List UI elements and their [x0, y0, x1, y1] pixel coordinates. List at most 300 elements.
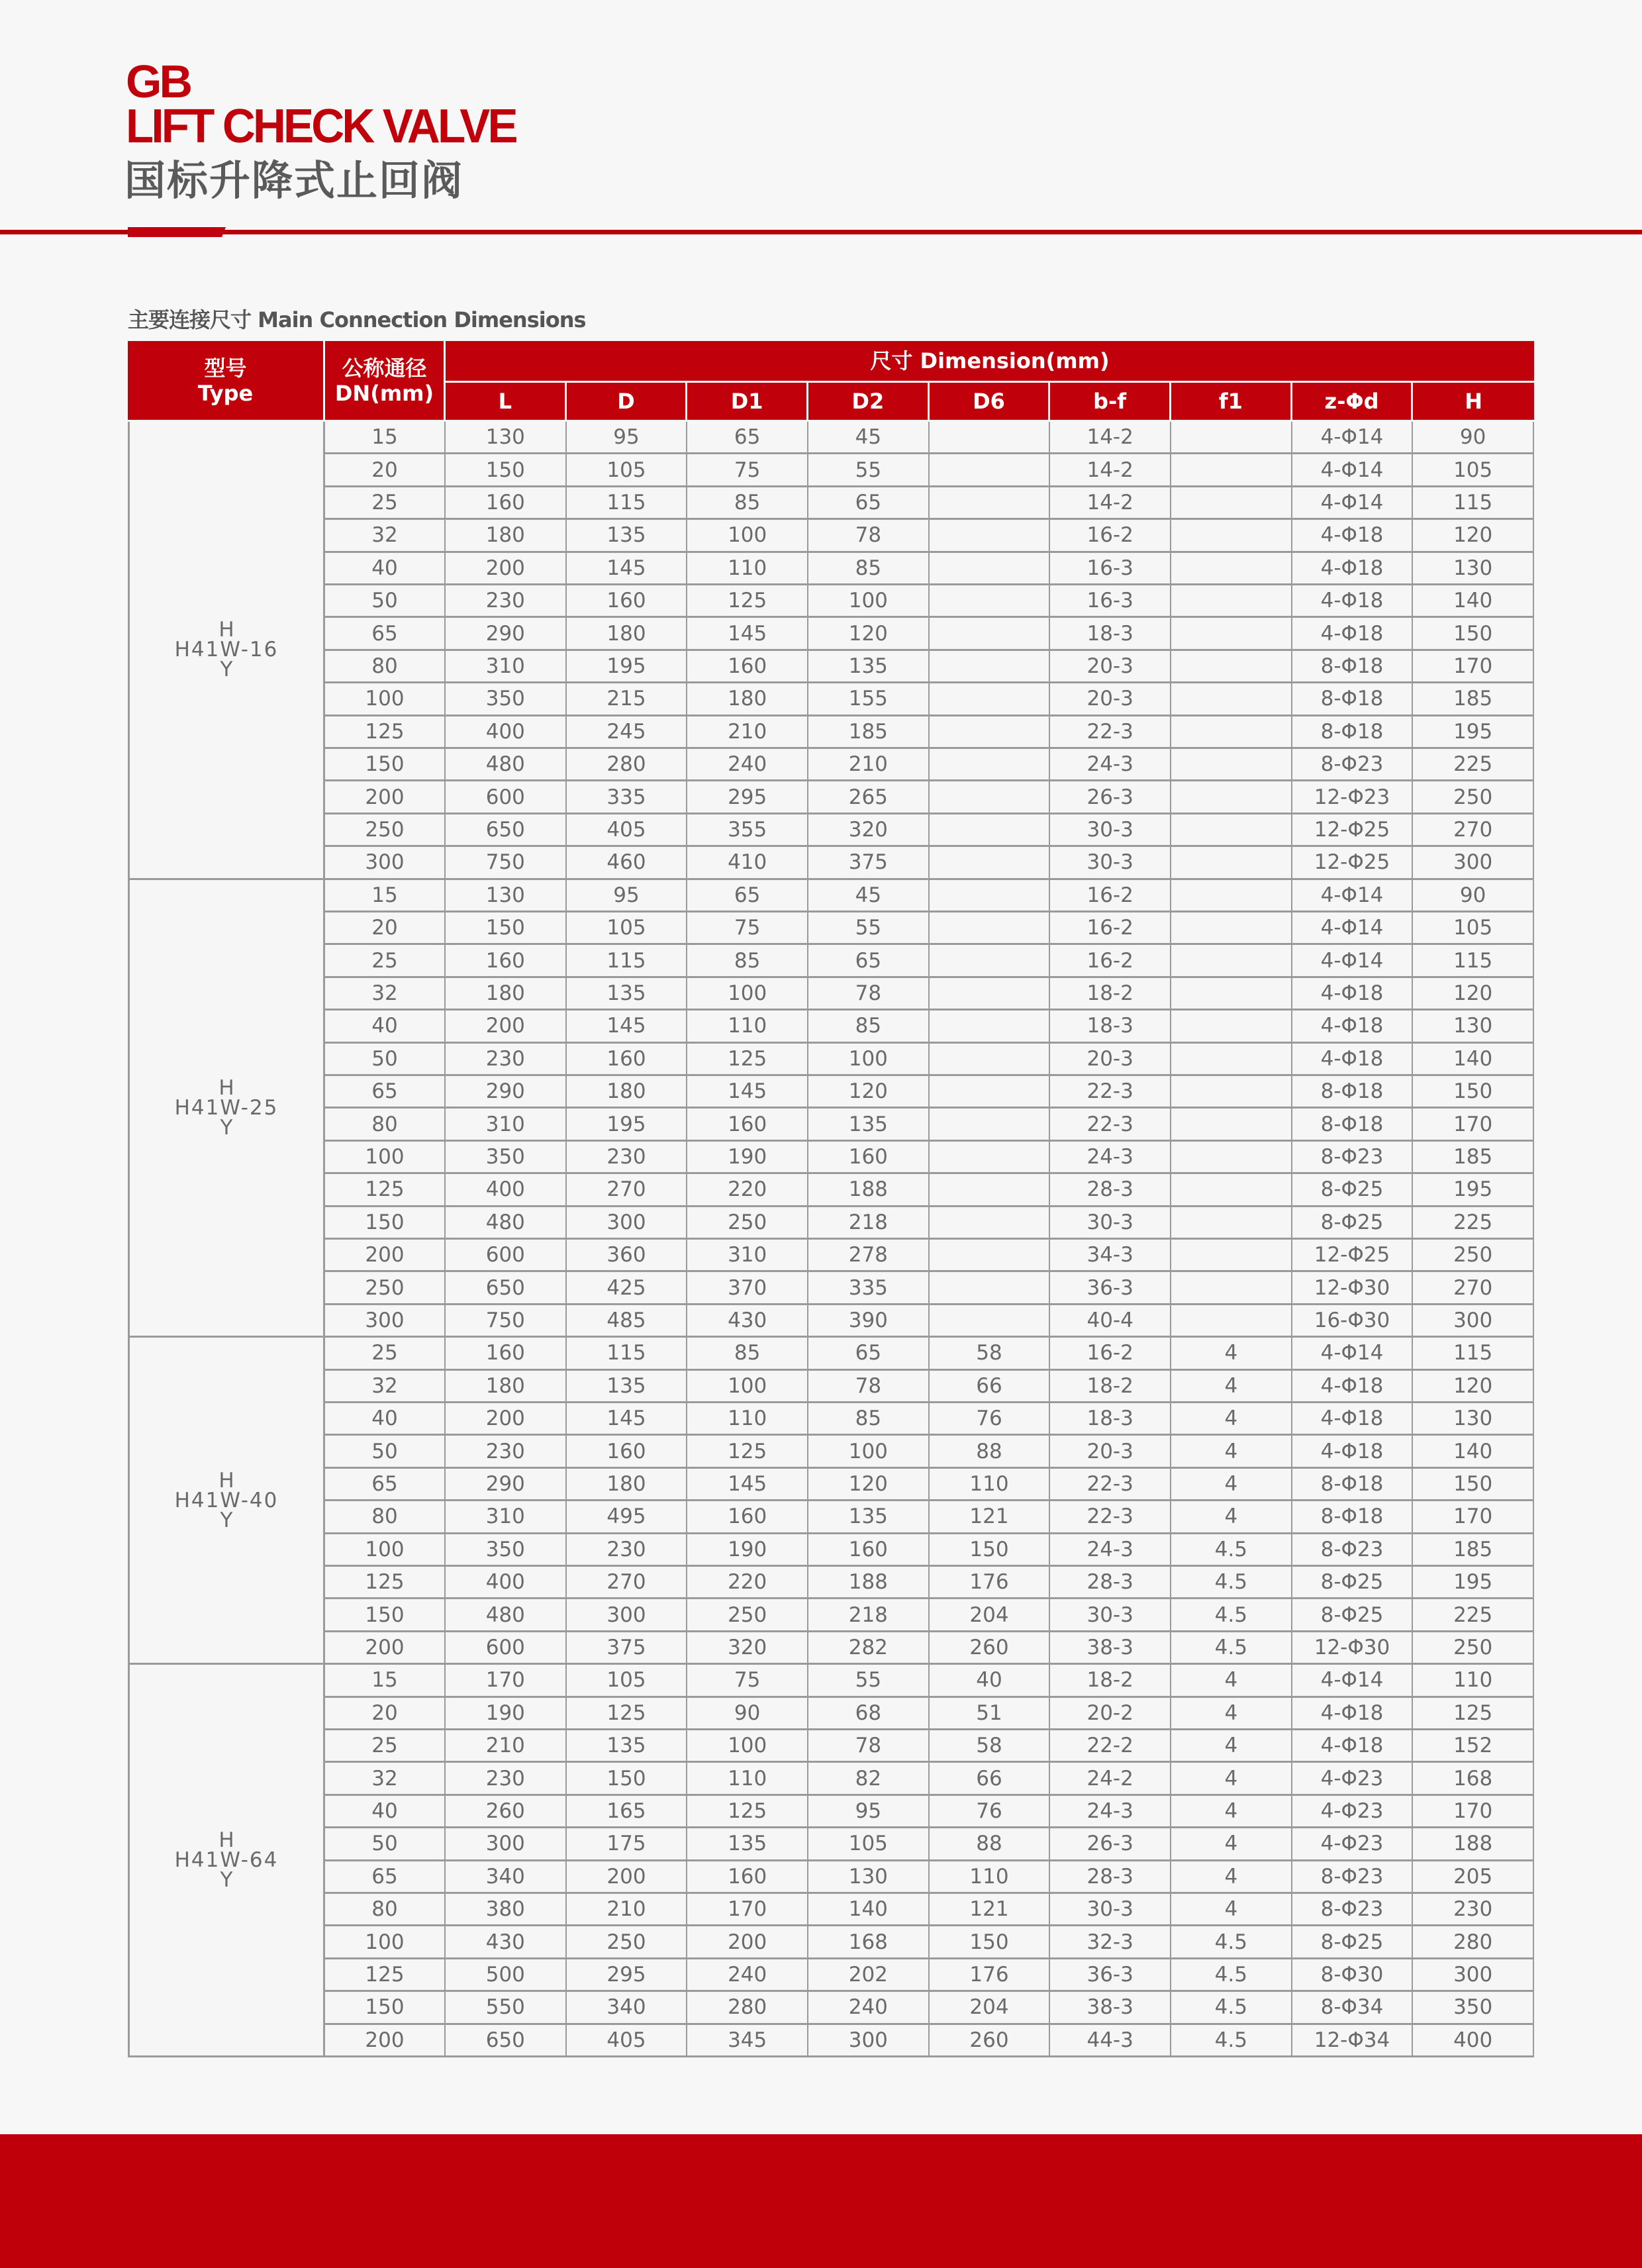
dimension-cell: 76: [930, 1796, 1051, 1828]
dimension-cell: 320: [808, 814, 930, 847]
dimension-cell: [1171, 1011, 1292, 1043]
dimension-cell: 195: [1413, 1567, 1534, 1599]
dimension-cell: 16-2: [1050, 880, 1171, 912]
dimension-cell: 495: [567, 1501, 688, 1534]
dimension-cell: 8-Φ18: [1292, 1076, 1414, 1109]
dimension-cell: 24-2: [1050, 1763, 1171, 1795]
dn-cell: 65: [325, 1861, 446, 1894]
dimension-cell: 270: [567, 1567, 688, 1599]
dimension-cell: [930, 814, 1051, 847]
dimension-cell: [1171, 945, 1292, 977]
dimension-cell: 550: [446, 1992, 567, 2024]
dimension-cell: 300: [1413, 847, 1534, 879]
dimension-cell: 16-Φ30: [1292, 1305, 1414, 1338]
dimension-cell: 140: [1413, 1436, 1534, 1468]
dimension-cell: 22-3: [1050, 1469, 1171, 1501]
dimension-cell: 150: [446, 912, 567, 945]
model-label: [174, 1075, 279, 1140]
dimension-cell: 110: [1413, 1665, 1534, 1697]
dn-cell: 150: [325, 749, 446, 781]
header-type-en: Type: [197, 380, 254, 406]
model-material-top: H: [218, 1075, 234, 1100]
dn-cell: 100: [325, 683, 446, 716]
dimension-cell: 180: [567, 618, 688, 650]
dimension-cell: 8-Φ23: [1292, 749, 1414, 781]
dimension-cell: 240: [808, 1992, 930, 2024]
dimension-cell: 4-Φ14: [1292, 422, 1414, 454]
dimension-cell: 250: [1413, 1632, 1534, 1665]
dimension-cell: 22-3: [1050, 1076, 1171, 1109]
dimension-cell: 30-3: [1050, 1894, 1171, 1926]
dimension-cell: 16-2: [1050, 912, 1171, 945]
dimension-cell: 300: [1413, 1959, 1534, 1992]
dimension-cell: 185: [1413, 683, 1534, 716]
dimension-cell: 340: [567, 1992, 688, 2024]
model-label: [174, 1468, 279, 1532]
model-material-bottom: Y: [220, 658, 233, 682]
dimension-cell: 120: [808, 618, 930, 650]
section-title: 主要连接尺寸 Main Connection Dimensions: [128, 307, 586, 332]
dimension-cell: 20-3: [1050, 1044, 1171, 1076]
dimension-cell: 90: [1413, 880, 1534, 912]
dimension-cell: 18-2: [1050, 1371, 1171, 1403]
dimension-cell: 176: [930, 1959, 1051, 1992]
dn-cell: 150: [325, 1599, 446, 1632]
dimension-cell: 250: [1413, 1240, 1534, 1272]
dn-cell: 200: [325, 2025, 446, 2057]
dimension-cell: 85: [687, 1338, 808, 1370]
dimension-cell: 650: [446, 1272, 567, 1305]
dimension-cell: 4-Φ23: [1292, 1828, 1414, 1861]
dn-cell: 80: [325, 1894, 446, 1926]
dimension-cell: 100: [687, 1371, 808, 1403]
dimension-cell: 32-3: [1050, 1926, 1171, 1959]
dn-cell: 50: [325, 1436, 446, 1468]
dimension-cell: 230: [446, 585, 567, 618]
dimension-cell: 160: [567, 585, 688, 618]
dimension-cell: 120: [1413, 520, 1534, 552]
dimension-cell: [1171, 454, 1292, 487]
dimension-cell: 115: [1413, 487, 1534, 520]
dimension-cell: [1171, 978, 1292, 1011]
dimension-cell: 160: [808, 1142, 930, 1174]
dn-cell: 65: [325, 618, 446, 650]
dimension-cell: 650: [446, 814, 567, 847]
dimension-cell: 150: [1413, 618, 1534, 650]
dimension-cell: 125: [687, 1044, 808, 1076]
dimension-cell: 4-Φ18: [1292, 520, 1414, 552]
dimension-cell: 130: [446, 422, 567, 454]
footer-band: [0, 2134, 1642, 2268]
dimension-cell: [1171, 520, 1292, 552]
dimension-cell: 410: [687, 847, 808, 879]
dimension-cell: 8-Φ23: [1292, 1534, 1414, 1567]
column-header: b-f: [1050, 383, 1171, 422]
dimension-cell: 360: [567, 1240, 688, 1272]
dimension-cell: 110: [930, 1861, 1051, 1894]
dimension-cell: [1171, 847, 1292, 879]
dn-cell: 32: [325, 520, 446, 552]
dimension-cell: 88: [930, 1436, 1051, 1468]
dimension-cell: 4: [1171, 1828, 1292, 1861]
dimension-cell: [930, 1272, 1051, 1305]
dimension-cell: 202: [808, 1959, 930, 1992]
header-dimension: [446, 341, 1534, 383]
dimension-cell: 4.5: [1171, 1992, 1292, 2024]
dimension-cell: 24-3: [1050, 1142, 1171, 1174]
dimension-cell: 145: [567, 553, 688, 585]
dimension-cell: 230: [446, 1044, 567, 1076]
dn-cell: 250: [325, 814, 446, 847]
dimension-cell: 8-Φ25: [1292, 1599, 1414, 1632]
dimension-cell: 26-3: [1050, 1828, 1171, 1861]
dimension-cell: 34-3: [1050, 1240, 1171, 1272]
dimension-cell: 150: [567, 1763, 688, 1795]
dimension-cell: 135: [808, 1501, 930, 1534]
dimension-cell: 85: [687, 487, 808, 520]
dimension-cell: 24-3: [1050, 749, 1171, 781]
dimension-cell: 210: [567, 1894, 688, 1926]
dimension-cell: 175: [567, 1828, 688, 1861]
dimension-cell: 58: [930, 1730, 1051, 1763]
dn-cell: 40: [325, 1011, 446, 1043]
dimension-cell: 110: [687, 1403, 808, 1436]
dimension-cell: 58: [930, 1338, 1051, 1370]
dimension-cell: 4: [1171, 1796, 1292, 1828]
dimension-cell: 210: [687, 716, 808, 749]
dimension-cell: 16-3: [1050, 585, 1171, 618]
dimension-cell: 8-Φ25: [1292, 1207, 1414, 1240]
dn-cell: 40: [325, 553, 446, 585]
dimension-cell: 95: [808, 1796, 930, 1828]
dimension-cell: 68: [808, 1698, 930, 1730]
dimension-cell: 20-3: [1050, 683, 1171, 716]
dimension-cell: [1171, 1142, 1292, 1174]
dn-cell: 200: [325, 781, 446, 814]
dimension-cell: 245: [567, 716, 688, 749]
dimension-cell: 22-3: [1050, 1501, 1171, 1534]
dimension-cell: 390: [808, 1305, 930, 1338]
dimension-cell: 4: [1171, 1501, 1292, 1534]
dimension-cell: 4: [1171, 1469, 1292, 1501]
dimension-cell: 4-Φ14: [1292, 1338, 1414, 1370]
dimension-cell: 218: [808, 1207, 930, 1240]
dimension-cell: 280: [687, 1992, 808, 2024]
dimension-cell: 250: [687, 1599, 808, 1632]
dimension-cell: 135: [567, 978, 688, 1011]
dimension-cell: 355: [687, 814, 808, 847]
dimension-cell: 8-Φ23: [1292, 1861, 1414, 1894]
dimension-cell: 8-Φ23: [1292, 1142, 1414, 1174]
dimension-cell: 85: [808, 1403, 930, 1436]
dn-cell: 25: [325, 487, 446, 520]
dimension-cell: 16-2: [1050, 945, 1171, 977]
column-header: f1: [1171, 383, 1292, 422]
dn-cell: 65: [325, 1076, 446, 1109]
column-header: z-Φd: [1292, 383, 1414, 422]
dimension-cell: 4-Φ14: [1292, 1665, 1414, 1697]
dimension-cell: 120: [808, 1469, 930, 1501]
dimension-cell: 250: [687, 1207, 808, 1240]
dimension-cell: [930, 553, 1051, 585]
dn-cell: 250: [325, 1272, 446, 1305]
dimension-cell: 270: [1413, 1272, 1534, 1305]
model-material-top: H: [218, 618, 234, 642]
dimension-cell: 230: [1413, 1894, 1534, 1926]
dimension-cell: 75: [687, 454, 808, 487]
dimension-cell: 180: [446, 978, 567, 1011]
dimension-cell: 345: [687, 2025, 808, 2057]
model-number: H41W-40: [174, 1488, 279, 1512]
dimension-cell: 4: [1171, 1403, 1292, 1436]
dimension-cell: 188: [808, 1174, 930, 1207]
column-header: D2: [808, 383, 930, 422]
dimension-cell: 280: [1413, 1926, 1534, 1959]
dimension-cell: 85: [687, 945, 808, 977]
dimension-cell: 180: [567, 1076, 688, 1109]
type-cell: [128, 1665, 325, 2057]
dimension-cell: 155: [808, 683, 930, 716]
dimension-cell: [930, 716, 1051, 749]
dimension-cell: 8-Φ30: [1292, 1959, 1414, 1992]
dimension-cell: 4-Φ18: [1292, 1730, 1414, 1763]
dimension-cell: 110: [687, 553, 808, 585]
dimension-cell: [1171, 585, 1292, 618]
dimension-cell: 4-Φ18: [1292, 553, 1414, 585]
dimension-cell: 335: [567, 781, 688, 814]
dimension-cell: 150: [930, 1534, 1051, 1567]
dimension-cell: 4: [1171, 1894, 1292, 1926]
dimension-cell: 350: [446, 683, 567, 716]
dimension-cell: 76: [930, 1403, 1051, 1436]
dimension-cell: 260: [930, 1632, 1051, 1665]
dimension-cell: 280: [567, 749, 688, 781]
dimension-cell: [930, 945, 1051, 977]
dn-cell: 80: [325, 651, 446, 683]
model-label: [174, 1828, 279, 1893]
dimension-cell: [930, 454, 1051, 487]
dimension-cell: 100: [687, 520, 808, 552]
dimension-cell: 190: [687, 1534, 808, 1567]
dimension-cell: 18-2: [1050, 1665, 1171, 1697]
header-dn-cn: 公称通径: [342, 355, 427, 381]
dn-cell: 15: [325, 1665, 446, 1697]
column-header: L: [446, 383, 567, 422]
dimension-cell: 120: [808, 1076, 930, 1109]
dimension-cell: 145: [567, 1403, 688, 1436]
dn-cell: 100: [325, 1142, 446, 1174]
dimension-cell: 430: [687, 1305, 808, 1338]
dimension-cell: 12-Φ25: [1292, 1240, 1414, 1272]
dimension-cell: 105: [567, 454, 688, 487]
dimension-cell: 310: [446, 1109, 567, 1141]
dn-cell: 200: [325, 1240, 446, 1272]
dimension-cell: 180: [446, 1371, 567, 1403]
dimension-cell: 100: [687, 978, 808, 1011]
dimension-cell: 400: [446, 716, 567, 749]
dimension-cell: 105: [567, 1665, 688, 1697]
dimension-cell: 210: [808, 749, 930, 781]
dimension-cell: 125: [1413, 1698, 1534, 1730]
dimension-cell: 400: [1413, 2025, 1534, 2057]
dimension-cell: 145: [687, 1076, 808, 1109]
dn-cell: 80: [325, 1109, 446, 1141]
dimension-cell: 90: [687, 1698, 808, 1730]
dimension-cell: 4: [1171, 1763, 1292, 1795]
dimension-cell: 215: [567, 683, 688, 716]
dimension-cell: 75: [687, 912, 808, 945]
dn-cell: 15: [325, 422, 446, 454]
dimension-cell: 40: [930, 1665, 1051, 1697]
dimension-cell: 295: [567, 1959, 688, 1992]
dimension-cell: 4-Φ18: [1292, 585, 1414, 618]
dimension-cell: 4.5: [1171, 1632, 1292, 1665]
dn-cell: 15: [325, 880, 446, 912]
dimension-cell: 750: [446, 847, 567, 879]
dimension-cell: 188: [1413, 1828, 1534, 1861]
dimension-cell: 204: [930, 1599, 1051, 1632]
dimension-cell: [1171, 1174, 1292, 1207]
dimension-cell: [1171, 422, 1292, 454]
dimension-cell: 100: [808, 1044, 930, 1076]
dimension-cell: 12-Φ25: [1292, 814, 1414, 847]
dimension-cell: 125: [567, 1698, 688, 1730]
dn-cell: 40: [325, 1796, 446, 1828]
dimension-cell: 195: [1413, 1174, 1534, 1207]
dimension-cell: 95: [567, 422, 688, 454]
dimension-cell: 188: [808, 1567, 930, 1599]
dimension-cell: 4.5: [1171, 1599, 1292, 1632]
dimension-cell: 14-2: [1050, 422, 1171, 454]
dimension-cell: 4.5: [1171, 1959, 1292, 1992]
dimension-cell: 4-Φ18: [1292, 1403, 1414, 1436]
dimension-cell: [1171, 1272, 1292, 1305]
dimension-cell: 600: [446, 1240, 567, 1272]
dimension-cell: 38-3: [1050, 1632, 1171, 1665]
dimension-cell: 130: [1413, 1403, 1534, 1436]
title-gb: GB: [126, 56, 190, 107]
dimension-cell: [930, 618, 1051, 650]
model-material-bottom: Y: [220, 1868, 233, 1893]
dimension-cell: [1171, 1305, 1292, 1338]
dimension-cell: 170: [687, 1894, 808, 1926]
dimension-cell: 100: [808, 585, 930, 618]
model-material-bottom: Y: [220, 1508, 233, 1532]
dimension-cell: [930, 651, 1051, 683]
dimension-cell: 160: [687, 1501, 808, 1534]
dimension-cell: 230: [567, 1142, 688, 1174]
dn-cell: 50: [325, 1044, 446, 1076]
dimension-cell: 66: [930, 1763, 1051, 1795]
dimension-cell: 170: [1413, 1501, 1534, 1534]
dimension-cell: 160: [446, 1338, 567, 1370]
dimension-cell: 218: [808, 1599, 930, 1632]
dimension-cell: 145: [567, 1011, 688, 1043]
dimension-cell: 180: [567, 1469, 688, 1501]
dimension-cell: 78: [808, 1730, 930, 1763]
dimension-cell: 204: [930, 1992, 1051, 2024]
dimension-cell: 650: [446, 2025, 567, 2057]
type-cell: [128, 880, 325, 1338]
header-dimension-label: 尺寸 Dimension(mm): [870, 348, 1110, 373]
dimension-cell: 8-Φ18: [1292, 683, 1414, 716]
dn-cell: 50: [325, 585, 446, 618]
dimension-cell: 168: [808, 1926, 930, 1959]
dimension-cell: 14-2: [1050, 487, 1171, 520]
dimension-cell: 12-Φ23: [1292, 781, 1414, 814]
dimension-cell: 16-2: [1050, 1338, 1171, 1370]
dimension-cell: 290: [446, 1076, 567, 1109]
dn-cell: 100: [325, 1534, 446, 1567]
dimension-cell: 460: [567, 847, 688, 879]
dimension-cell: 150: [1413, 1469, 1534, 1501]
dn-cell: 40: [325, 1403, 446, 1436]
dimension-cell: 282: [808, 1632, 930, 1665]
dimension-cell: [1171, 487, 1292, 520]
dn-cell: 80: [325, 1501, 446, 1534]
dimension-cell: 185: [808, 716, 930, 749]
dn-cell: 25: [325, 1338, 446, 1370]
dimension-cell: 220: [687, 1174, 808, 1207]
dimension-cell: 8-Φ34: [1292, 1992, 1414, 2024]
dimension-cell: 250: [1413, 781, 1534, 814]
dimension-cell: 180: [687, 683, 808, 716]
dimension-cell: 30-3: [1050, 847, 1171, 879]
dimension-cell: 240: [687, 1959, 808, 1992]
dn-cell: 32: [325, 1763, 446, 1795]
dimension-cell: 28-3: [1050, 1567, 1171, 1599]
model-number: H41W-64: [174, 1848, 279, 1873]
dimension-cell: 195: [567, 651, 688, 683]
dimension-cell: 300: [446, 1828, 567, 1861]
dimension-cell: 750: [446, 1305, 567, 1338]
dimension-cell: 78: [808, 978, 930, 1011]
dimension-cell: [1171, 716, 1292, 749]
dimension-cell: 30-3: [1050, 814, 1171, 847]
dimension-cell: 18-3: [1050, 1403, 1171, 1436]
dimension-cell: 65: [808, 487, 930, 520]
dimension-cell: [1171, 1240, 1292, 1272]
header-dn-en: DN(mm): [334, 380, 434, 406]
dimension-cell: 55: [808, 1665, 930, 1697]
dimension-cell: 20-3: [1050, 651, 1171, 683]
dimension-cell: 290: [446, 618, 567, 650]
dimension-cell: [1171, 814, 1292, 847]
dimension-cell: 150: [930, 1926, 1051, 1959]
dn-cell: 20: [325, 912, 446, 945]
dimension-cell: 4: [1171, 1698, 1292, 1730]
dimension-cell: 4-Φ14: [1292, 912, 1414, 945]
dimension-cell: [1171, 553, 1292, 585]
dn-cell: 20: [325, 454, 446, 487]
dimension-cell: 100: [808, 1436, 930, 1468]
dimension-cell: 220: [687, 1567, 808, 1599]
dimension-cell: 78: [808, 1371, 930, 1403]
dimension-cell: 120: [1413, 1371, 1534, 1403]
dimension-cell: 24-3: [1050, 1534, 1171, 1567]
dimension-cell: 160: [687, 651, 808, 683]
header-dn: [325, 341, 446, 422]
column-header: D1: [687, 383, 808, 422]
dimension-cell: 480: [446, 1599, 567, 1632]
dimension-cell: 115: [567, 487, 688, 520]
dimension-cell: 160: [687, 1861, 808, 1894]
dimension-cell: [930, 1207, 1051, 1240]
dimension-cell: 115: [567, 1338, 688, 1370]
dimension-cell: 290: [446, 1469, 567, 1501]
dimension-cell: [930, 978, 1051, 1011]
dimension-cell: 160: [687, 1109, 808, 1141]
